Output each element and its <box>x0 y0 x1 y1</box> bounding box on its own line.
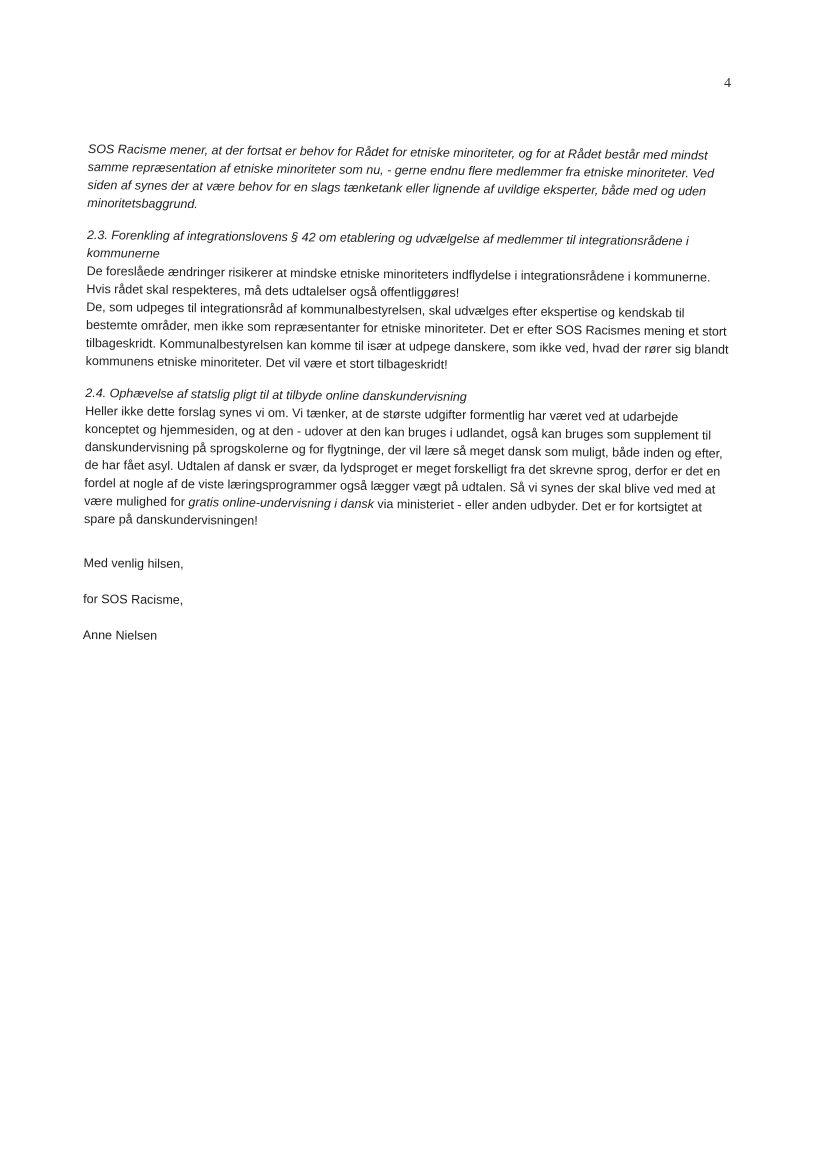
page-number: 4 <box>724 76 731 91</box>
closing-greeting: Med venlig hilsen, <box>83 555 184 572</box>
section-2-4-text-end: via ministeriet - eller anden udbyder. Det er for kortsigtet at spare på danskundervisningen! <box>83 497 702 528</box>
section-2-4-paragraph <box>84 402 735 535</box>
section-2-4 <box>84 384 735 535</box>
section-2-4-heading: 2.4. Ophævelse af statslig pligt til at tilbyde online danskundervisning <box>85 385 467 404</box>
section-2-4-text-start: Heller ikke dette forslag synes vi om. Vi tænker, at de største udgifter formentlig har været ved at udarbejde konceptet og hjemmesiden, og at den - udover at den kan bruges i udlandet, også kan bruges som supplement til danskundervisning på sprogskolerne og for flygtninge, der vil lære så meget dansk som muligt, både inden og efter, de har fået asyl. Udtalen af dansk er svær, da lydsproget er meget forskelligt fra det skrevne sprog, derfor er det en fordel at nogle af de viste læringsprogrammer også lægger vægt på udtalen. Så vi synes der skal blive ved med at være mulighed for <box>84 403 723 510</box>
intro-paragraph: SOS Racisme mener, at der fortsat er behov for Rådet for etniske minoriteter, og for at Rådet består med mindst samme repræsentation af etniske minoriteter som nu, - gerne endnu flere medlemmer fra etniske minoriteter. Ved siden af synes der at være behov for en slags tænketank eller lignende af uvildige eksperter, både med og uden minoritetsbaggrund. <box>87 141 715 212</box>
signature-block <box>83 554 734 651</box>
section-2-3-paragraph-2: De, som udpeges til integrationsråd af kommunalbestyrelsen, skal udvælges efter ekspertise og kendskab til bestemte områder, men ikke som repræsentanter for etniske minoriteter. Det er efter SOS Racismes mening et stort tilbageskridt. Kommunalbestyrelsen kan komme til især at udpege danskere, som ikke ved, hvad der rører sig blandt kommunens etniske minoriteter. Det vil være et stort tilbageskridt! <box>85 299 729 372</box>
closing-name: Anne Nielsen <box>82 627 158 643</box>
section-2-3 <box>86 226 737 377</box>
letter-body <box>83 140 738 669</box>
section-2-3-heading: 2.3. Forenkling af integrationslovens § 42 om etablering og udvælgelse af medlemmer til integrationsrådene i kommunerne <box>86 227 689 261</box>
closing-organization: for SOS Racisme, <box>83 591 184 608</box>
section-2-3-paragraph-1: De foreslåede ændringer risikerer at mindske etniske minoriteters indflydelse i integrationsrådene i kommunerne. Hvis rådet skal respekteres, må dets udtalelser også offentliggøres! <box>86 263 711 300</box>
section-2-4-emphasis: gratis online-undervisning i dansk <box>188 495 375 512</box>
